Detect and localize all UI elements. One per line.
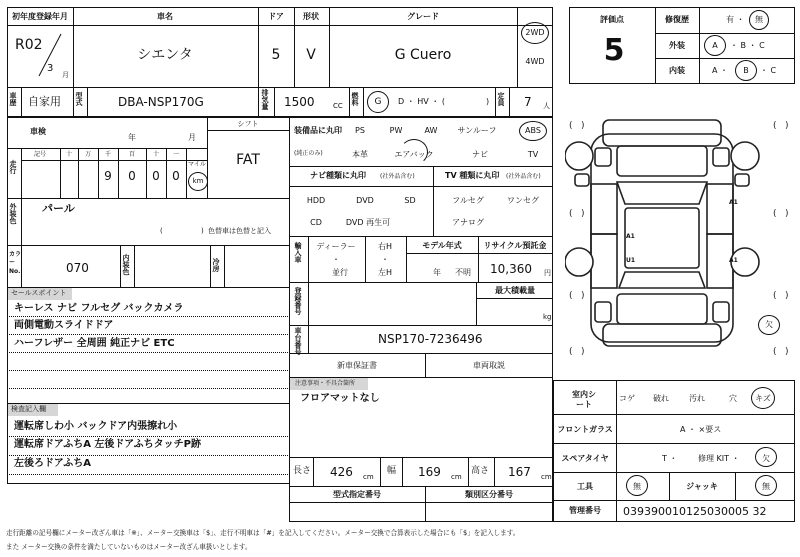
category-label: 類別区分番号 xyxy=(465,490,513,499)
equip-abs: ABS xyxy=(525,126,541,135)
height: 167 xyxy=(508,465,531,479)
inspector-line: 運転席ドアふちA 左後ドアふちタッチP跡 xyxy=(14,439,201,450)
usage: 自家用 xyxy=(28,95,61,108)
model: DBA-NSP170G xyxy=(118,95,204,109)
color-label: 外装色 xyxy=(9,203,17,224)
equip-ps: PS xyxy=(355,126,365,135)
spare-t: T ・ xyxy=(662,454,678,463)
damage-a1: A1 xyxy=(626,233,635,240)
type-cert-label: 型式指定番号 xyxy=(333,490,381,499)
seat-yabure: 破れ xyxy=(653,394,669,403)
drive-4wd: 4WD xyxy=(525,57,545,66)
max-load-label: 最大積載量 xyxy=(495,286,535,295)
interior-a: A ・ xyxy=(712,66,729,75)
sales-points-label: セールスポイント xyxy=(11,289,67,297)
drive-2wd: 2WD xyxy=(525,28,545,37)
svg-text:): ) xyxy=(785,121,789,131)
footer-line-1: 走行距離の記号欄にメーター改ざん車は「※」、メーター交換車は「$」、走行不明車は「#」を記入してください。メーター交換で合算表示した場合にも「$」を記入します。 xyxy=(6,529,520,537)
capacity: 7 xyxy=(524,95,532,109)
length-label: 長さ xyxy=(293,466,312,476)
warranty-block xyxy=(289,353,553,378)
shape-label: 形状 xyxy=(303,12,319,21)
shaken-month-unit: 月 xyxy=(188,133,196,142)
color-value: パール xyxy=(42,202,75,215)
fuel-rest: D ・ HV ・ ( xyxy=(398,97,445,106)
person-unit: 人 xyxy=(543,102,550,110)
kg-unit: kg xyxy=(543,313,552,321)
color-paren: ( xyxy=(160,227,163,235)
digit-label-6: 一 xyxy=(172,151,180,158)
jack-label: ジャッキ xyxy=(686,482,718,491)
model-label: 型式 xyxy=(75,92,83,106)
tv-oneseg: ワンセグ xyxy=(507,196,539,205)
svg-text:): ) xyxy=(581,209,585,219)
type-cert-block xyxy=(289,486,553,522)
mgmt-label: 管理番号 xyxy=(569,506,601,515)
chassis: NSP170-7236496 xyxy=(378,332,483,346)
model-year-label: モデル年式 xyxy=(422,241,462,250)
inspector-label: 検査記入欄 xyxy=(11,405,46,413)
import-dealer: ディーラー xyxy=(316,242,356,251)
equip-pw: PW xyxy=(389,126,403,135)
import-label: 輸入車 xyxy=(294,242,302,263)
interior-color-label: 内装色 xyxy=(122,254,130,275)
seat-koge: コゲ xyxy=(619,394,635,403)
svg-text:(: ( xyxy=(773,121,777,131)
svg-text:(: ( xyxy=(773,347,777,357)
svg-text:(: ( xyxy=(773,291,777,301)
svg-text:): ) xyxy=(785,291,789,301)
car-name-label: 車名 xyxy=(157,12,173,21)
doors: 5 xyxy=(271,47,281,63)
sales-point-line: キーレス ナビ フルセグ バックカメラ xyxy=(14,303,184,314)
usage-label: 車歴 xyxy=(9,92,17,106)
repair-label: 修復歴 xyxy=(665,15,689,24)
digit-label-3: 千 xyxy=(104,151,112,158)
import-dot2: ・ xyxy=(381,255,389,264)
km-label: km xyxy=(192,177,204,185)
mileage-digit: 0 xyxy=(128,169,136,183)
mileage-digit: 9 xyxy=(104,169,112,183)
spare-label: スペアタイヤ xyxy=(561,454,609,463)
windshield-value: A ・ ×要ス xyxy=(680,425,722,434)
ac-label: 冷房 xyxy=(212,258,220,272)
navi-dvd-play: DVD 再生可 xyxy=(345,218,391,227)
seat-yogore: 汚れ xyxy=(689,394,705,403)
reg-month: 3 xyxy=(47,63,54,74)
tools-value: 無 xyxy=(633,482,641,491)
svg-text:): ) xyxy=(581,347,585,357)
model-year-unknown: 不明 xyxy=(455,268,471,277)
equip-sunroof: サンルーフ xyxy=(457,126,497,135)
displacement: 1500 xyxy=(284,95,315,109)
color-no-label: カラーNo. xyxy=(9,251,22,275)
spare-kit: 修理 KIT ・ xyxy=(698,454,740,463)
interior-b: B xyxy=(743,66,749,75)
svg-text:): ) xyxy=(785,347,789,357)
svg-text:(: ( xyxy=(569,291,573,301)
mileage-digit: 0 xyxy=(152,169,160,183)
seat-label: 室内シート xyxy=(572,390,596,410)
shaken-year-unit: 年 xyxy=(128,133,136,142)
seat-kizu: キズ xyxy=(755,394,771,403)
month-unit: 月 xyxy=(62,71,69,79)
equip-airbag: エアバック xyxy=(394,150,434,159)
inspector-line: 左後ろドアふちA xyxy=(14,458,91,469)
digit-label-4: 百 xyxy=(128,151,136,158)
reg-year-label: 初年度登録年月 xyxy=(12,12,68,21)
mileage-digit: 0 xyxy=(172,169,180,183)
mile-label: マイル xyxy=(188,161,206,168)
svg-text:): ) xyxy=(581,291,585,301)
model-year-unit: 年 xyxy=(433,268,441,277)
missing-mark: 欠 xyxy=(765,320,773,329)
import-rhd: 右H xyxy=(377,242,393,251)
footer-line-2: また メーター交換の条件を満たしていないものはメーター改ざん車扱いとします。 xyxy=(6,543,252,551)
digit-label-2: 万 xyxy=(84,151,92,158)
interior-label: 内装 xyxy=(669,66,685,75)
reg-era: R02 xyxy=(15,37,43,53)
yen-unit: 円 xyxy=(544,269,551,277)
cc-unit: CC xyxy=(333,102,343,110)
shaken-label: 車検 xyxy=(30,127,46,136)
tools-label: 工具 xyxy=(577,482,593,491)
interior-c: ・ C xyxy=(760,66,777,75)
digit-label-1: 十 xyxy=(65,151,73,158)
svg-text:): ) xyxy=(785,209,789,219)
navi-hdd: HDD xyxy=(306,196,326,205)
tv-title-note: (社外品含む) xyxy=(506,173,541,180)
score: 5 xyxy=(603,33,625,68)
car-damage-diagram xyxy=(565,112,797,374)
shift: FAT xyxy=(236,152,260,168)
mileage-label: 走行 xyxy=(9,160,17,174)
tv-title: TV 種類に丸印 xyxy=(445,171,500,180)
notes-label: 注意事項・不具合箇所 xyxy=(295,380,356,387)
damage-u1: U1 xyxy=(626,257,636,264)
navi-cd: CD xyxy=(310,218,322,227)
sales-point-line: 両側電動スライドドア xyxy=(14,320,114,331)
registration-label: 登録番号 xyxy=(294,287,302,315)
exterior-a: A xyxy=(712,41,718,50)
fuel-g: G xyxy=(374,97,382,107)
color-paren-close: ) xyxy=(201,227,204,235)
recycle-label: リサイクル預託金 xyxy=(483,241,547,250)
grade-label: グレード xyxy=(407,12,439,21)
inspector-line: 運転席しわ小 バックドア内張擦れ小 xyxy=(14,421,178,432)
sales-point-line: ハーフレザー 全周囲 純正ナビ ETC xyxy=(14,338,175,349)
equip-aw: AW xyxy=(424,126,438,135)
damage-a1: A1 xyxy=(729,199,738,206)
svg-text:): ) xyxy=(581,121,585,131)
exterior-label: 外装 xyxy=(669,41,685,50)
svg-text:(: ( xyxy=(569,347,573,357)
damage-a1: A1 xyxy=(729,257,738,264)
shape: V xyxy=(306,47,316,63)
displacement-label: 排気量 xyxy=(261,89,269,110)
height-unit: cm xyxy=(541,473,552,481)
navi-title-note: (社外品含む) xyxy=(380,173,415,180)
notes: フロアマットなし xyxy=(300,393,380,404)
car-name: シエンタ xyxy=(137,47,193,63)
equipment-title: 装備品に丸印 xyxy=(294,126,342,135)
svg-text:(: ( xyxy=(773,209,777,219)
digit-label-0: 記号 xyxy=(33,151,47,158)
svg-text:(: ( xyxy=(569,209,573,219)
navi-dvd: DVD xyxy=(356,196,374,205)
windshield-label: フロントガラス xyxy=(557,425,613,434)
spare-ketsu: 欠 xyxy=(762,454,770,463)
equip-tv: TV xyxy=(527,150,539,159)
door-label: ドア xyxy=(268,12,284,21)
color-no: 070 xyxy=(66,261,89,275)
length-unit: cm xyxy=(363,473,374,481)
grade: G Cuero xyxy=(394,47,452,63)
tv-analog: アナログ xyxy=(452,218,484,227)
width-label: 幅 xyxy=(387,466,397,476)
score-label: 評価点 xyxy=(600,15,624,24)
import-lhd: 左H xyxy=(377,268,393,277)
equip-navi: ナビ xyxy=(472,150,488,159)
equip-leather: 本革 xyxy=(352,150,368,159)
fuel-close: ) xyxy=(486,97,490,106)
chassis-label: 車台番号 xyxy=(294,327,302,355)
import-dot: ・ xyxy=(332,255,340,264)
navi-sd: SD xyxy=(404,196,416,205)
capacity-label: 定員 xyxy=(497,92,505,106)
navi-title: ナビ種類に丸印 xyxy=(310,171,366,180)
seat-ana: 穴 xyxy=(729,394,737,403)
height-label: 高さ xyxy=(471,466,490,476)
repair-yes: 有 ・ xyxy=(726,15,745,24)
shift-label: シフト xyxy=(237,120,259,128)
mgmt-no: 039390010125030005 32 xyxy=(623,505,767,518)
svg-text:(: ( xyxy=(569,121,573,131)
jack-value: 無 xyxy=(762,482,770,491)
usage-row xyxy=(7,87,553,117)
color-note: 色替車は色替と記入 xyxy=(208,227,271,235)
repair-no: 無 xyxy=(755,15,763,24)
import-parallel: 並行 xyxy=(332,268,348,277)
new-warranty: 新車保証書 xyxy=(337,361,377,370)
fuel-label: 燃料 xyxy=(351,92,359,106)
manual: 車両取説 xyxy=(473,361,505,370)
length: 426 xyxy=(330,465,353,479)
equipment-note: (純正のみ) xyxy=(294,150,323,157)
digit-label-5: 十 xyxy=(152,151,160,158)
width-unit: cm xyxy=(451,473,462,481)
width: 169 xyxy=(418,465,441,479)
tv-fullseg: フルセグ xyxy=(452,196,484,205)
recycle: 10,360 xyxy=(490,262,532,276)
exterior-rest: ・ B ・ C xyxy=(730,41,765,50)
